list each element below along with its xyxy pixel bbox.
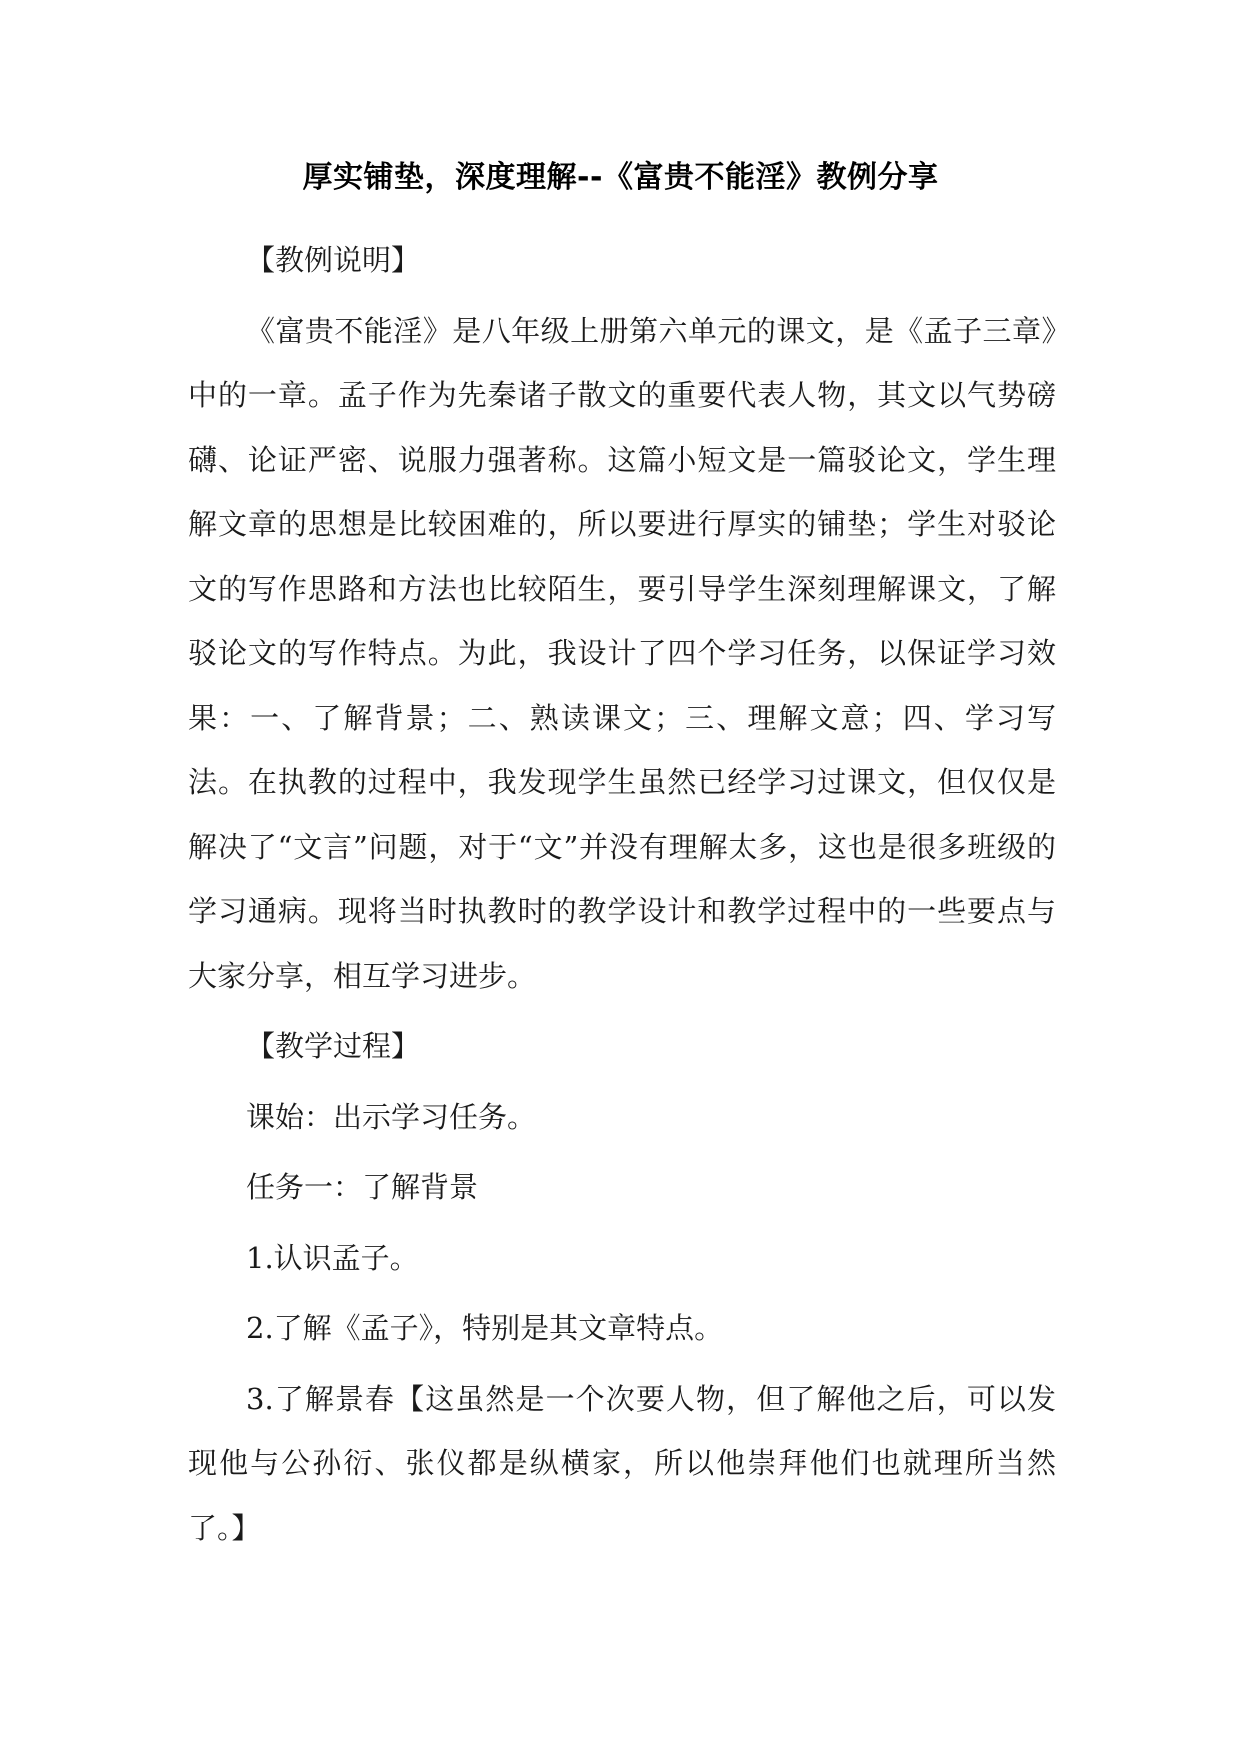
section-heading-case-description: 【教例说明】 xyxy=(246,243,421,277)
paragraph-case-description: 《富贵不能淫》是八年级上册第六单元的课文，是《孟子三章》中的一章。孟子作为先秦诸子散文的重要代表人物，其文以气势磅礴、论证严密、说服力强著称。这篇小短文是一篇驳论文，学生理解文章的思想是比较困难的，所以要进行厚实的铺垫；学生对驳论文的写作思路和方法也比较陌生，要引导学生深刻理解课文，了解驳论文的写作特点。为此，我设计了四个学习任务，以保证学习效果：一、了解背景；二、熟读课文；三、理解文意；四、学习写法。在执教的过程中，我发现学生虽然已经学习过课文，但仅仅是解决了“文言”问题，对于“文”并没有理解太多，这也是很多班级的学习通病。现将当时执教时的教学设计和教学过程中的一些要点与大家分享，相互学习进步。 xyxy=(188,313,1056,993)
paragraph-class-start: 课始：出示学习任务。 xyxy=(246,1099,537,1134)
document-title: 厚实铺垫，深度理解--《富贵不能淫》教例分享 xyxy=(302,160,939,195)
list-item-2: 2.了解《孟子》，特别是其文章特点。 xyxy=(246,1311,724,1345)
paragraph-task-one: 任务一：了解背景 xyxy=(246,1170,479,1204)
list-item-1: 1.认识孟子。 xyxy=(246,1240,419,1275)
section-heading-teaching-process: 【教学过程】 xyxy=(246,1029,421,1063)
document-body xyxy=(188,228,1056,1560)
list-item-3: 3.了解景春【这虽然是一个次要人物，但了解他之后，可以发现他与公孙衍、张仪都是纵横家，所以他崇拜他们也就理所当然了。】 xyxy=(188,1381,1056,1545)
